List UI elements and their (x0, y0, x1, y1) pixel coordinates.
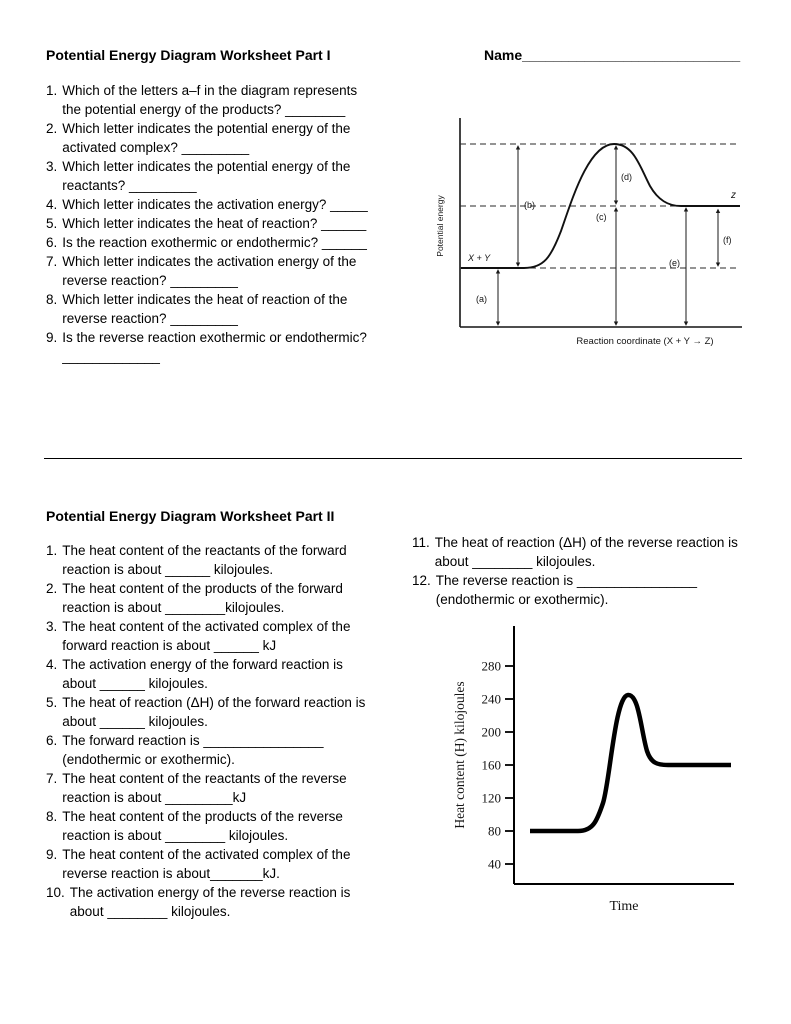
question-text: Which letter indicates the heat of reaction of the reverse reaction? _________ (62, 292, 348, 326)
question-text: Is the reaction exothermic or endothermic? ______ (62, 235, 367, 250)
product-label: z (731, 190, 736, 201)
question-item (46, 214, 371, 233)
question-number: 1. (46, 543, 58, 558)
heat-content-chart-svg (442, 612, 742, 924)
question-item (46, 119, 371, 157)
question-number: 10. (46, 885, 65, 900)
tick-label: 80 (488, 823, 501, 839)
d2-y-axis-label: Heat content (H) kilojoules (452, 681, 467, 829)
question-item (46, 328, 371, 366)
question-item (46, 157, 371, 195)
name-blank-line: ____________________________ (522, 47, 741, 63)
question-text: The heat content of the reactants of the forward reaction is about ______ kilojoules. (62, 543, 347, 577)
question-text: The heat content of the products of the reverse reaction is about ________ kilojoules. (62, 809, 343, 843)
question-text: The heat content of the activated complex of the reverse reaction is about_______kJ. (62, 847, 351, 881)
question-item (46, 541, 376, 579)
question-text: The forward reaction is ________________ (endothermic or exothermic). (62, 733, 324, 767)
question-number: 8. (46, 809, 58, 824)
question-item (46, 693, 376, 731)
question-number: 6. (46, 235, 58, 250)
question-text: Which of the letters a–f in the diagram represents the potential energy of the products? ________ (62, 83, 358, 117)
question-text: The activation energy of the forward reaction is about ______ kilojoules. (62, 657, 343, 691)
question-item (46, 845, 376, 883)
label-e: (e) (669, 258, 680, 268)
question-number: 11. (412, 535, 430, 550)
part2-question-list-left (46, 541, 376, 921)
potential-energy-diagram (430, 106, 748, 362)
question-text: Which letter indicates the activation energy of the reverse reaction? _________ (62, 254, 357, 288)
question-text: Which letter indicates the activation energy? _____ (62, 197, 368, 212)
label-d: (d) (621, 172, 632, 182)
tick-label: 160 (481, 757, 501, 773)
question-number: 4. (46, 657, 58, 672)
question-text: Is the reverse reaction exothermic or endothermic? _____________ (62, 330, 367, 364)
potential-energy-diagram-svg (430, 106, 748, 362)
question-text: The heat content of the reactants of the reverse reaction is about _________kJ (62, 771, 347, 805)
d2-x-axis-label: Time (609, 899, 639, 914)
part1-title: Potential Energy Diagram Worksheet Part I (46, 47, 331, 63)
tick-label: 200 (481, 724, 501, 740)
tick-label: 120 (481, 790, 501, 806)
question-number: 4. (46, 197, 58, 212)
question-text: Which letter indicates the potential energy of the activated complex? _________ (62, 121, 351, 155)
question-text: Which letter indicates the potential energy of the reactants? _________ (62, 159, 351, 193)
question-number: 3. (46, 159, 58, 174)
question-item (46, 81, 371, 119)
question-number: 5. (46, 216, 58, 231)
question-number: 8. (46, 292, 58, 307)
question-number: 5. (46, 695, 58, 710)
tick-label: 280 (481, 658, 501, 674)
tick-label: 240 (481, 691, 501, 707)
question-item (46, 617, 376, 655)
question-item (46, 769, 376, 807)
section-divider (44, 458, 742, 459)
question-item (46, 579, 376, 617)
question-text: Which letter indicates the heat of reaction? ______ (62, 216, 367, 231)
tick-label: 40 (488, 856, 501, 872)
label-f: (f) (723, 235, 732, 245)
part2-question-list-right (412, 533, 746, 609)
label-b: (b) (524, 200, 535, 210)
question-text: The reverse reaction is ________________ (endothermic or exothermic). (435, 573, 697, 607)
question-item (46, 195, 371, 214)
question-number: 7. (46, 771, 58, 786)
question-number: 2. (46, 121, 58, 136)
label-a: (a) (476, 294, 487, 304)
part1-question-list (46, 81, 371, 366)
question-text: The heat of reaction (ΔH) of the forward reaction is about ______ kilojoules. (62, 695, 366, 729)
question-number: 2. (46, 581, 58, 596)
question-number: 3. (46, 619, 58, 634)
question-item (46, 731, 376, 769)
question-number: 12. (412, 573, 431, 588)
name-label: Name (484, 47, 523, 63)
question-number: 7. (46, 254, 58, 269)
question-text: The activation energy of the reverse reaction is about ________ kilojoules. (69, 885, 351, 919)
question-item (46, 655, 376, 693)
question-text: The heat content of the products of the forward reaction is about ________kilojoules. (62, 581, 343, 615)
reactants-label: X + Y (468, 253, 491, 263)
name-field (484, 47, 740, 63)
question-item (412, 533, 746, 571)
question-number: 6. (46, 733, 58, 748)
question-item (412, 571, 746, 609)
question-text: The heat content of the activated complex of the forward reaction is about ______ kJ (62, 619, 351, 653)
question-item (46, 883, 376, 921)
question-item (46, 807, 376, 845)
heat-content-curve (530, 695, 731, 831)
question-number: 9. (46, 847, 58, 862)
d1-x-axis-label: Reaction coordinate (X + Y → Z) (576, 336, 714, 347)
question-text: The heat of reaction (ΔH) of the reverse reaction is about ________ kilojoules. (434, 535, 738, 569)
label-c: (c) (596, 212, 607, 222)
question-number: 1. (46, 83, 58, 98)
question-item (46, 233, 371, 252)
question-item (46, 290, 371, 328)
part2-title: Potential Energy Diagram Worksheet Part II (46, 508, 335, 524)
d1-y-axis-label: Potential energy (435, 195, 445, 257)
question-number: 9. (46, 330, 58, 345)
heat-content-chart (442, 612, 742, 924)
question-item (46, 252, 371, 290)
